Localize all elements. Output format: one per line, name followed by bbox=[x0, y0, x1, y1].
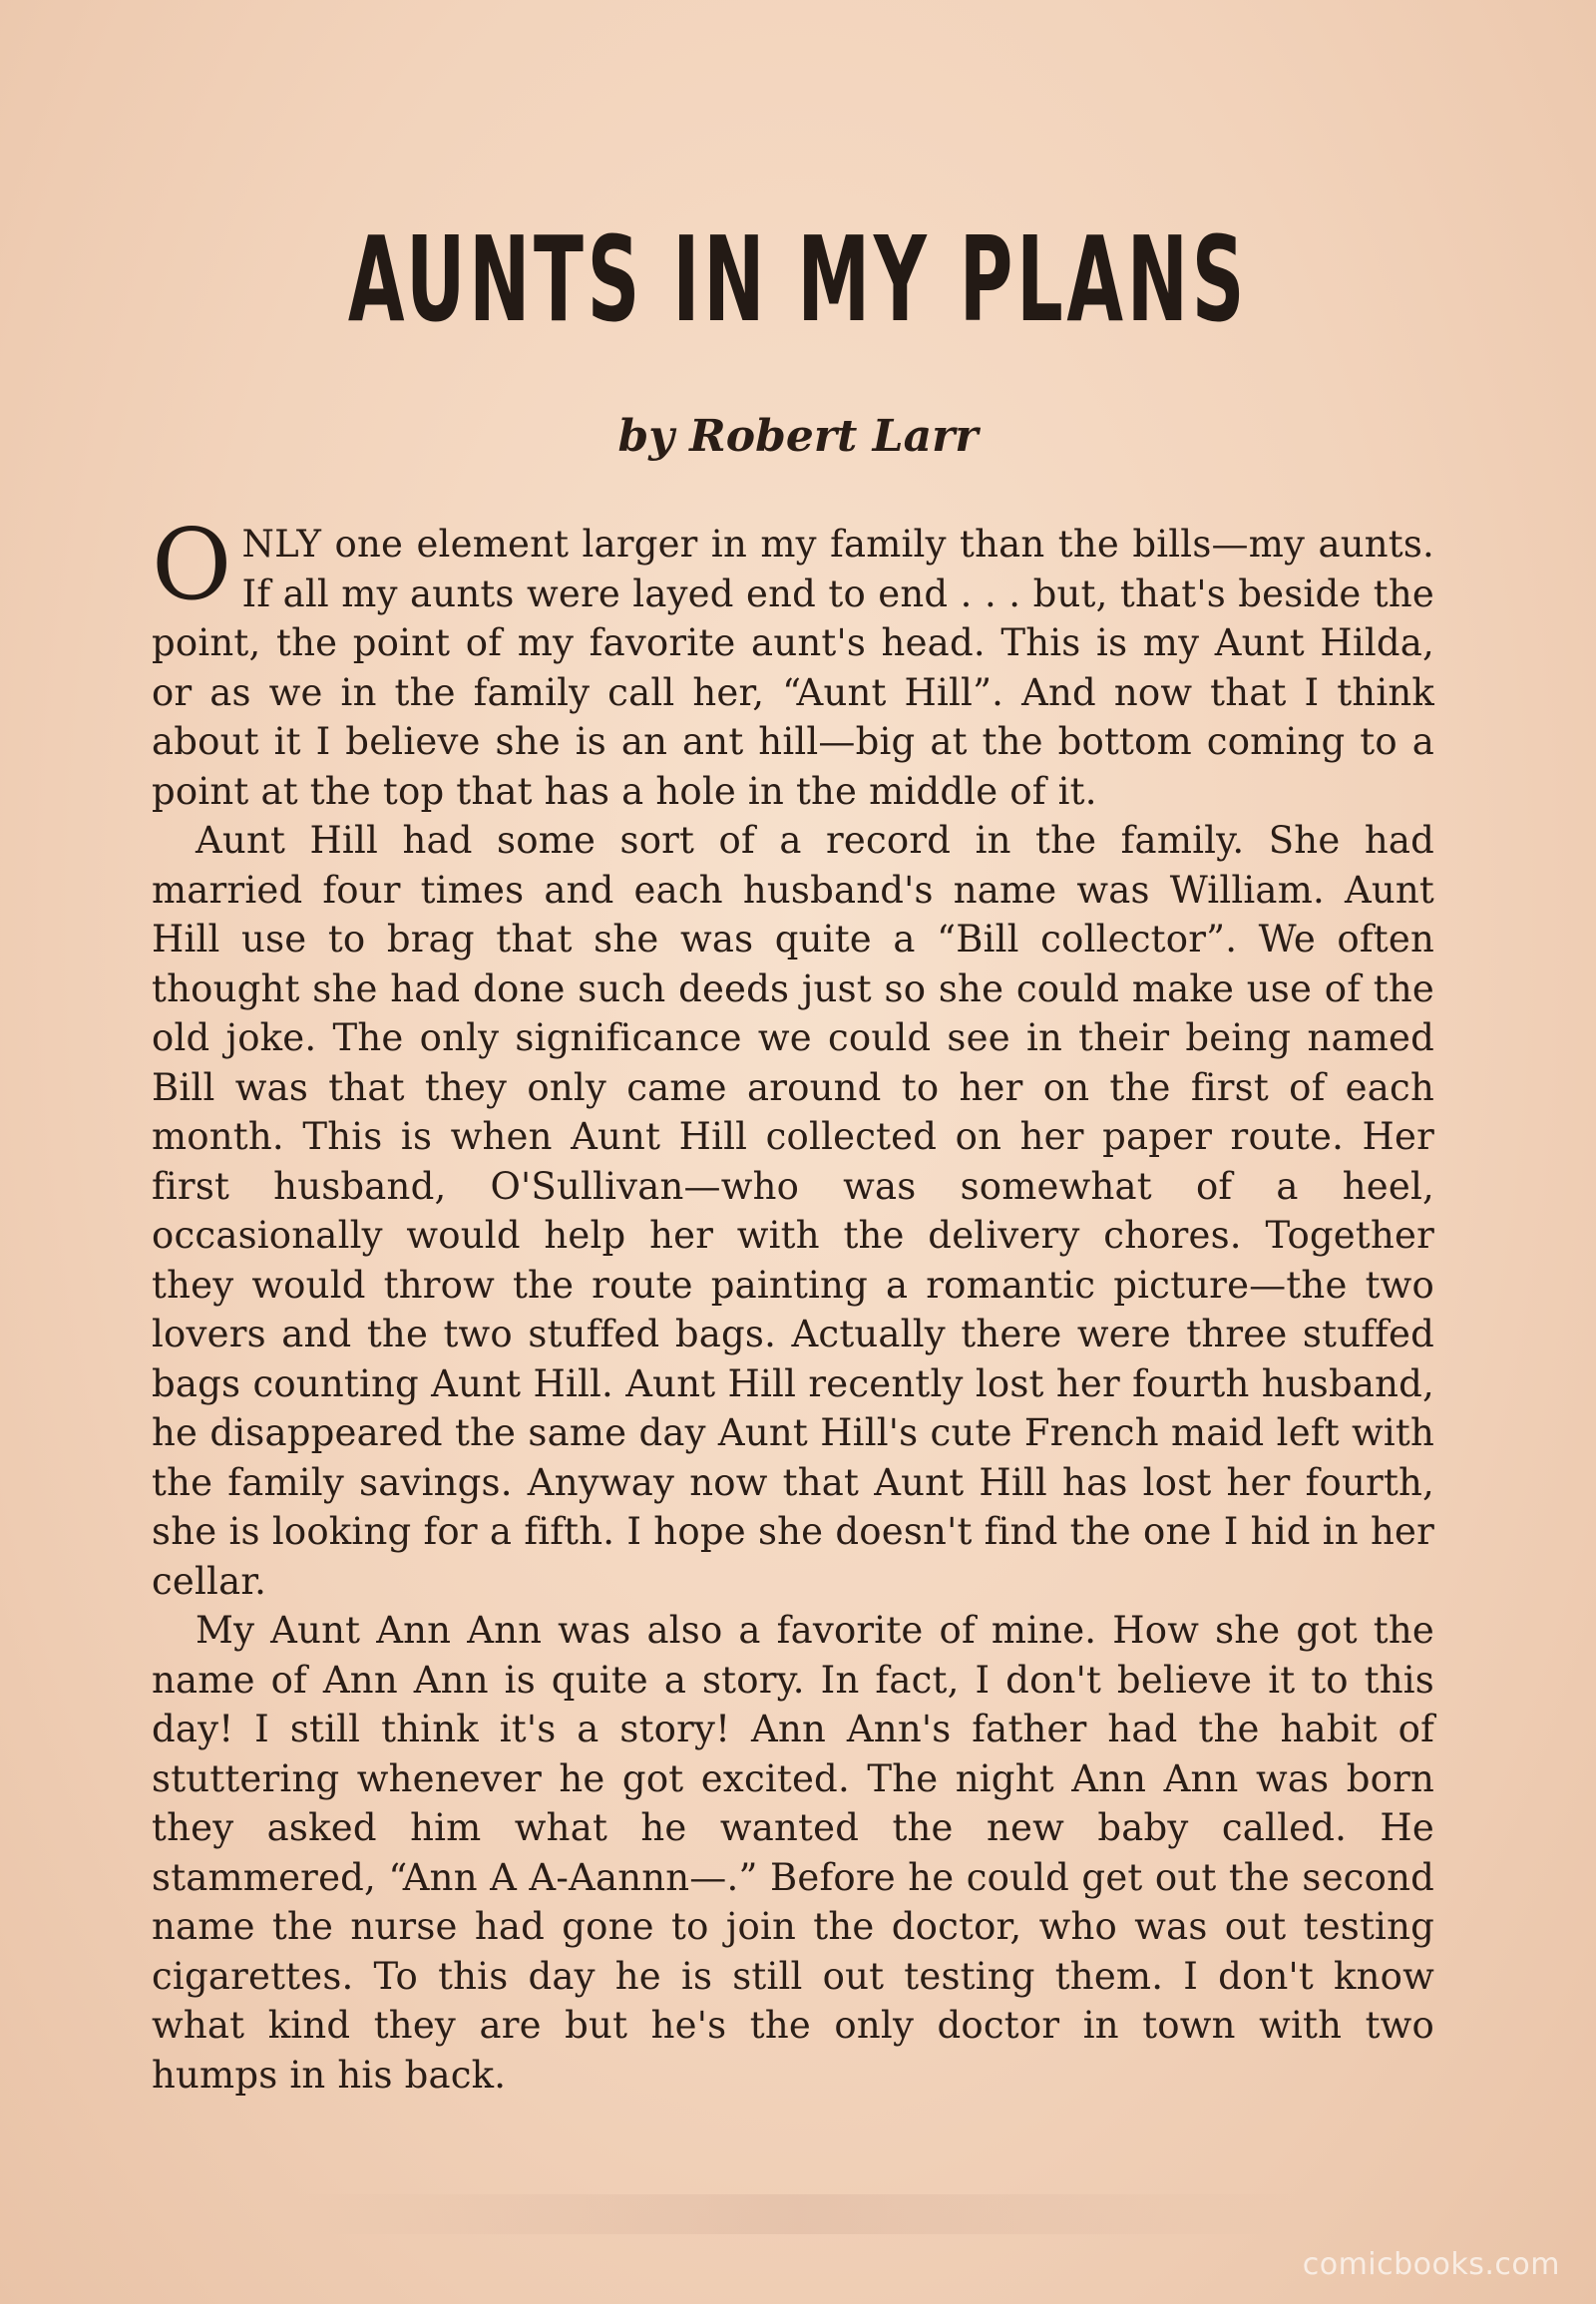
article-byline: by Robert Larr bbox=[617, 411, 979, 462]
bleed-through-shadow bbox=[299, 2194, 1297, 2234]
article-paragraph-1 bbox=[152, 509, 1434, 816]
site-watermark: comicbooks.com bbox=[1302, 2247, 1560, 2282]
article-paragraph-2: Aunt Hill had some sort of a record in the family. She had married four times and each husband's name was William. Aunt Hill use to brag that she was quite a “Bill collector”. We often thought she had done such deeds just so she could make use of the old joke. The only significance we could see in their being named Bill was that they only came around to her on the first of each month. This is when Aunt Hill collected on her paper route. Her first husband, O'Sullivan—who was somewhat of a heel, occasionally would help her with the delivery chores. Together they would throw the route painting a romantic picture—the two lovers and the two stuffed bags. Actually there were three stuffed bags counting Aunt Hill. Aunt Hill recently lost her fourth husband, he disappeared the same day Aunt Hill's cute French maid left with the family savings. Anyway now that Aunt Hill has lost her fourth, she is looking for a fifth. I hope she doesn't find the one I hid in her cellar. bbox=[152, 819, 1434, 1603]
article-paragraph-3: My Aunt Ann Ann was also a favorite of mine. How she got the name of Ann Ann is quite a story. In fact, I don't believe it to this day! I still think it's a story! Ann Ann's father had the habit of stuttering whenever he got excited. The night Ann Ann was born they asked him what he wanted the new baby called. He stammered, “Ann A A-Aannn—.” Before he could get out the second name the nurse had gone to join the doctor, who was out testing cigarettes. To this day he is still out testing them. I don't know what kind they are but he's the only doctor in town with two humps in his back. bbox=[152, 1609, 1434, 2097]
article-title: AUNTS IN MY PLANS bbox=[347, 210, 1249, 348]
paragraph-1-text: NLY one element larger in my family than the bills—my aunts. If all my aunts were layed end to end . . . but, that's beside the point, the point of my favorite aunt's head. This is my Aunt Hilda, or as we in the family call her, “Aunt Hill”. And now that I think about it I believe she is an ant hill—big at the bottom coming to a point at the top that has a hole in the middle of it. bbox=[152, 523, 1434, 813]
drop-cap: O bbox=[152, 509, 232, 622]
article-body bbox=[152, 509, 1434, 2100]
